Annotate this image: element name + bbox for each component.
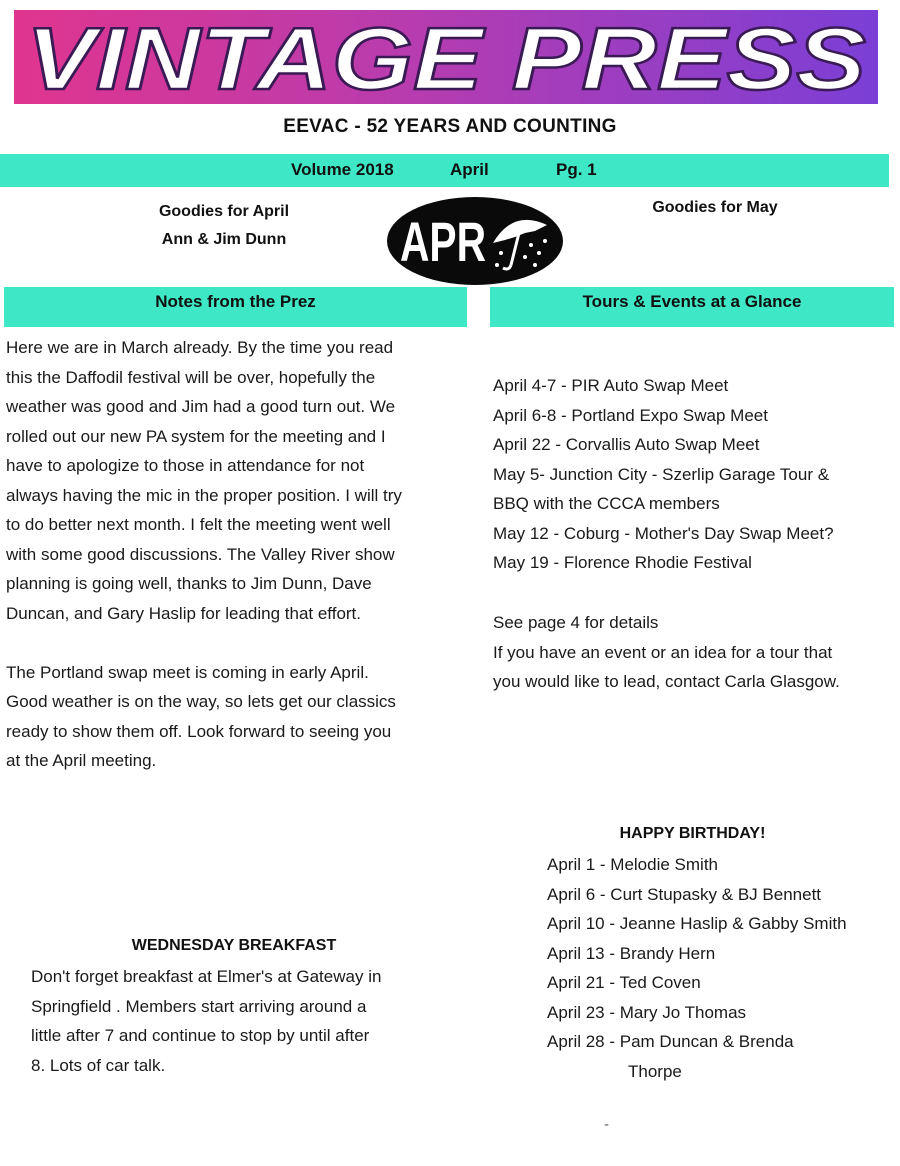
goodies-may [620,198,810,218]
breakfast-line: Don't forget breakfast at Elmer's at Gateway in [31,967,382,986]
breakfast-line: little after 7 and continue to stop by until after [31,1026,370,1045]
prez-line: rolled out our new PA system for the meeting and I [6,426,386,446]
prez-line: Here we are in March already. By the time you read [6,338,394,357]
month-logo [385,195,565,287]
prez-heading: Notes from the Prez [4,287,467,327]
birthday-item: April 10 - Jeanne Haslip & Gabby Smith [547,914,847,933]
birthday-item: April 21 - Ted Coven [547,973,701,992]
issue-month: April [450,160,489,179]
event-item: May 5- Junction City - Szerlip Garage Tour & [493,464,830,484]
birthday-item-continuation: Thorpe [628,1061,682,1081]
tours-note-line: See page 4 for details [493,613,659,632]
prez-line: Duncan, and Gary Haslip for leading that effort. [6,603,361,623]
event-item: BBQ with the CCCA members [493,494,720,513]
birthday-item: April 23 - Mary Jo Thomas [547,1002,747,1022]
birthday-item: April 1 - Melodie Smith [547,855,719,874]
tours-note [493,608,893,697]
issue-volume: Volume 2018 [291,160,394,179]
prez-line: weather was good and Jim had a good turn out. We [6,397,396,416]
event-item: May 12 - Coburg - Mother's Day Swap Meet? [493,523,834,543]
prez-line: at the April meeting. [6,751,157,770]
masthead-title: VINTAGE PRESS [26,10,866,104]
prez-notes [6,333,466,776]
event-item: April 4-7 - PIR Auto Swap Meet [493,376,729,395]
prez-line: Good weather is on the way, so lets get our classics [6,692,396,711]
tours-note-line: you would like to lead, contact Carla Glasgow. [493,672,840,691]
breakfast-line: Springfield . Members start arriving around a [31,996,367,1016]
breakfast-text [31,962,451,1080]
tours-note-line: If you have an event or an idea for a tour that [493,642,833,662]
prez-line: planning is going well, thanks to Jim Dunn, Dave [6,574,372,593]
birthday-item: April 28 - Pam Duncan & Brenda [547,1032,794,1051]
newsletter-subtitle: EEVAC - 52 YEARS AND COUNTING [283,116,617,137]
birthday-heading: HAPPY BIRTHDAY! [619,825,766,842]
footer-mark: - [604,1116,609,1133]
tours-heading: Tours & Events at a Glance [490,287,894,327]
prez-line: always having the mic in the proper position. I will try [6,485,402,505]
tours-events-list [493,371,893,578]
event-item: April 6-8 - Portland Expo Swap Meet [493,405,768,425]
masthead-banner [14,10,878,104]
breakfast-heading: WEDNESDAY BREAKFAST [131,937,337,954]
birthday-item: April 6 - Curt Stupasky & BJ Bennett [547,884,822,904]
birthday-item: April 13 - Brandy Hern [547,943,716,963]
month-logo-text: APR [400,210,486,273]
goodies-may-heading: Goodies for May [652,199,778,216]
prez-line: to do better next month. I felt the meeting went well [6,515,391,534]
goodies-april-names: Ann & Jim Dunn [161,231,287,248]
issue-page: Pg. 1 [556,160,597,179]
prez-line: have to apologize to those in attendance for not [6,456,365,475]
birthday-list [547,850,887,1086]
breakfast-line: 8. Lots of car talk. [31,1055,166,1075]
issue-bar [0,154,889,187]
goodies-april-heading: Goodies for April [158,203,290,220]
goodies-april [130,198,318,254]
event-item: April 22 - Corvallis Auto Swap Meet [493,435,760,454]
event-item: May 19 - Florence Rhodie Festival [493,553,752,572]
prez-line: ready to show them off. Look forward to seeing you [6,721,392,741]
prez-line: this the Daffodil festival will be over, hopefully the [6,367,376,387]
masthead-title-art [14,10,878,104]
prez-line: The Portland swap meet is coming in early April. [6,662,369,682]
prez-line: with some good discussions. The Valley River show [6,544,395,564]
